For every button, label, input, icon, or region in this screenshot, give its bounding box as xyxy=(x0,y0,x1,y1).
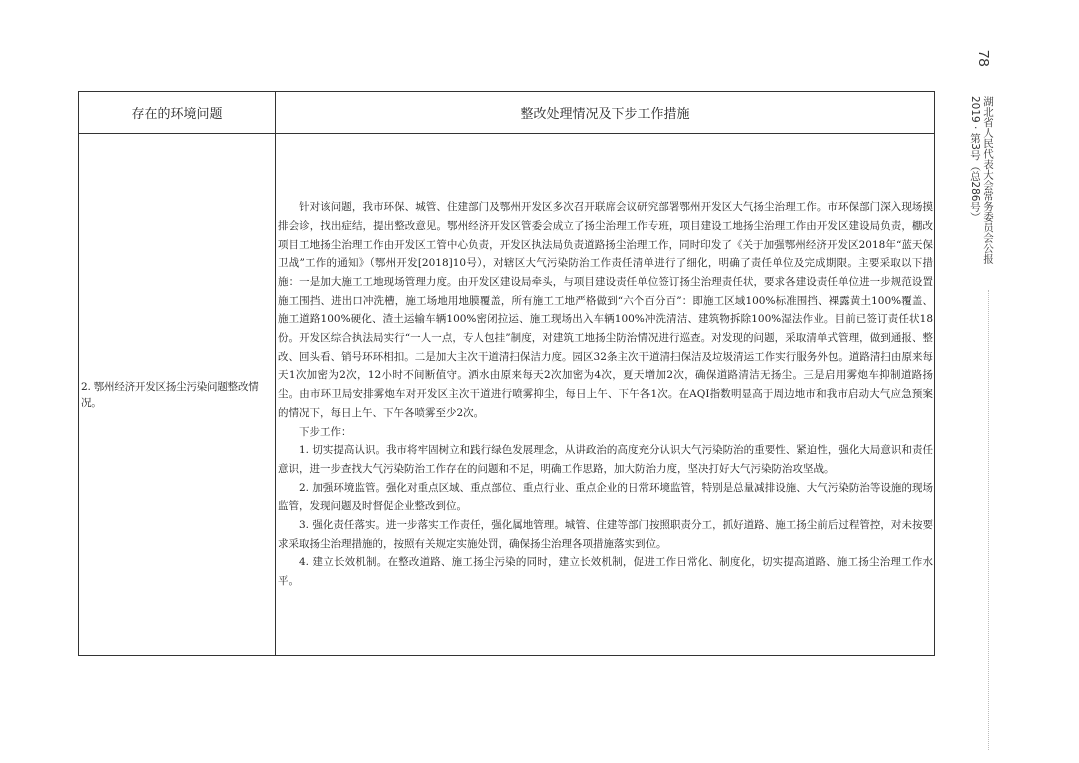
column-header-measures: 整改处理情况及下步工作措施 xyxy=(276,92,935,134)
next-step-item: 4. 建立长效机制。在整改道路、施工扬尘污染的同时，建立长效机制，促进工作日常化、制度化，切实提高道路、施工扬尘治理工作水平。 xyxy=(278,556,933,588)
rectification-table xyxy=(78,91,935,656)
journal-issue: 2019 · 第3号（总286号） xyxy=(969,96,981,223)
next-steps-heading: 下步工作： xyxy=(299,425,352,438)
measures-paragraph: 针对该问题，我市环保、城管、住建部门及鄂州开发区多次召开联席会议研究部署鄂州开发区大气扬尘治理工作。市环保部门深入现场摸排会诊，找出症结，提出整改意见。鄂州经济开发区管委会成立了扬尘治理工作专班，项目建设工地扬尘治理工作由开发区建设局负责，棚改项目工地扬尘治理工作由开发区工管中心负责，开发区执法局负责道路扬尘治理工作，同时印发了《关于加强鄂州经济开发区2018年“蓝天保卫战”工作的通知》（鄂州开发[2018]10号），对辖区大气污染防治工作责任清单进行了细化，明确了责任单位及完成期限。主要采取以下措施：一是加大施工工地现场管理力度。由开发区建设局牵头，与项目建设责任单位签订扬尘治理责任状，要求各建设责任单位进一步规范设置施工围挡、进出口冲洗槽，施工场地用地膜覆盖，所有施工工地严格做到“六个百分百”：即施工区域100%标准围挡、裸露黄土100%覆盖、施工道路100%硬化、渣土运输车辆100%密闭拉运、施工现场出入车辆100%冲洗清洁、建筑物拆除100%湿法作业。目前已签订责任状18份。开发区综合执法局实行“一人一点，专人包挂”制度，对建筑工地扬尘防治情况进行巡查。对发现的问题，采取清单式管理，做到通报、整改、回头看、销号环环相扣。二是加大主次干道清扫保洁力度。园区32条主次干道清扫保洁及垃圾清运工作实行服务外包。道路清扫由原来每天1次加密为2次，12小时不间断值守。洒水由原来每天2次加密为4次，夏天增加2次，确保道路清洁无扬尘。三是启用雾炮车抑制道路扬尘。由市环卫局安排雾炮车对开发区主次干道进行喷雾抑尘，每日上午、下午各1次。在AQI指数明显高于周边地市和我市启动大气应急预案的情况下，每日上午、下午各喷雾至少2次。 xyxy=(278,201,933,419)
margin-dotted-rule xyxy=(988,290,989,750)
next-step-item: 1. 切实提高认识。我市将牢固树立和践行绿色发展理念，从讲政治的高度充分认识大气污染防治的重要性、紧迫性，强化大局意识和责任意识，进一步查找大气污染防治工作存在的问题和不足，明确工作思路，加大防治力度，坚决打好大气污染防治攻坚战。 xyxy=(278,444,933,475)
journal-header xyxy=(968,96,994,276)
next-step-item: 2. 加强环境监管。强化对重点区域、重点部位、重点行业、重点企业的日常环境监管，特别是总量减排设施、大气污染防治等设施的现场监管，发现问题及时督促企业整改到位。 xyxy=(278,481,933,513)
page-number: 78 xyxy=(975,50,992,67)
next-step-item: 3. 强化责任落实。进一步落实工作责任，强化属地管理。城管、住建等部门按照职责分工，抓好道路、施工扬尘前后过程管控，对未按要求采取扬尘治理措施的，按照有关规定实施处罚，确保扬尘治理各项措施落实到位。 xyxy=(278,519,933,550)
journal-title: 湖北省人民代表大会常务委员会公报 xyxy=(982,96,994,264)
table-row xyxy=(79,134,935,656)
measures-cell xyxy=(276,134,935,656)
table-header-row xyxy=(79,92,935,134)
column-header-issue: 存在的环境问题 xyxy=(79,92,276,134)
issue-cell: 2. 鄂州经济开发区扬尘污染问题整改情况。 xyxy=(79,134,276,656)
